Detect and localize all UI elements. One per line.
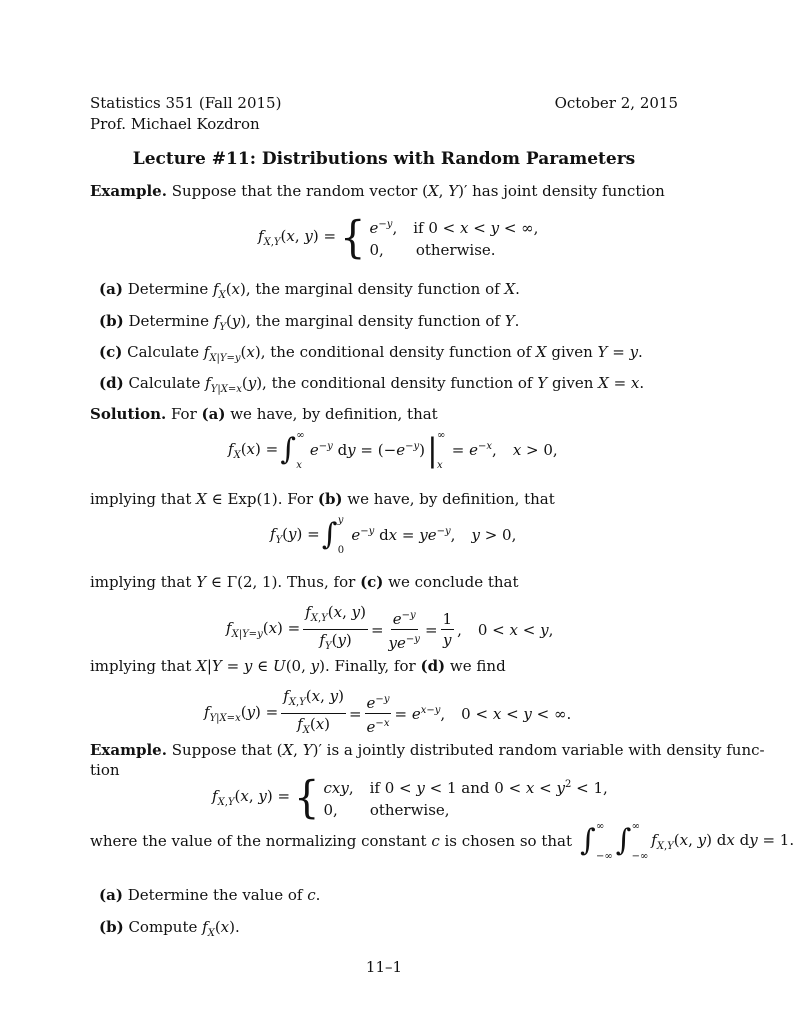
example1-part-b: (b) Determine $f_Y(y)$, the marginal density function of Y. — [99, 312, 520, 333]
course-name: Statistics 351 (Fall 2015) — [90, 94, 282, 112]
joint-density-equation-1: $f_{X,Y}(x$, y) = { $e^{-y}$, if 0 < x < y < ∞, 0, otherwise. — [258, 212, 539, 263]
conditional-y-equation: $f_{Y|X=x}(y)$ = $\frac{f_{X,Y}(x, y)}{f_X(x)}$ = $\frac{e^{-y}}{e^{-x}}$ = $e^{x-y}$, 0 < x < y < ∞. — [204, 687, 572, 736]
example1-part-a: (a) Determine $f_X(x)$, the marginal density function of X. — [99, 280, 520, 301]
lecture-title: Lecture #11: Distributions with Random Parameters — [132, 149, 636, 169]
solution-line-3: implying that Y ∈ Γ(2, 1). Thus, for (c) we conclude that — [90, 573, 519, 591]
example1-part-b-label: (b) — [99, 312, 124, 330]
marginal-x-equation: $f_X(x)$ = ∫ ∞ x $e^{-y}$ dy = $(-e^{-y})$ | ∞ x = $e^{-x}$, x > 0, — [228, 430, 558, 471]
example2-part-a: (a) Determine the value of c. — [99, 886, 321, 904]
page-number: 11–1 — [365, 958, 403, 976]
example2-intro-line-1: Example. Suppose that (X, Y)′ is a jointly distributed random variable with density func- — [90, 741, 765, 759]
example1-label: Example. — [90, 182, 167, 200]
joint-density-equation-2: $f_{X,Y}(x$, y) = { cxy, if 0 < y < 1 and $0 < x < y^2 < 1$, 0, otherwise, — [212, 772, 608, 823]
professor-name: Prof. Michael Kozdron — [90, 115, 260, 133]
example2-part-b: (b) Compute $f_X(x)$. — [99, 918, 240, 939]
normalizing-condition: where the value of the normalizing constant c is chosen so that ∫ ∞ −∞ ∫ ∞ −∞ $f_{X,Y}(x$, y) dx dy = 1. — [90, 821, 794, 862]
example2-part-a-label: (a) — [99, 886, 123, 904]
example1-intro-line: Example. Suppose that the random vector (X, Y)′ has joint density function — [90, 182, 665, 200]
solution-line-2: implying that X ∈ Exp(1). For (b) we have, by definition, that — [90, 490, 555, 508]
lecture-date: October 2, 2015 — [554, 94, 678, 112]
example2-label: Example. — [90, 741, 167, 759]
example1-part-d: (d) Calculate $f_{Y|X=x}(y)$, the conditional density function of Y given X = x. — [99, 374, 645, 395]
example1-part-c: (c) Calculate $f_{X|Y=y}(x)$, the conditional density function of X given Y = y. — [99, 343, 643, 364]
solution-label: Solution. — [90, 405, 167, 423]
example2-intro-line-2: tion — [90, 761, 120, 779]
solution-line-1: Solution. For (a) we have, by definition, that — [90, 405, 438, 423]
example2-part-b-label: (b) — [99, 918, 124, 936]
solution-line-4: implying that X|Y = y ∈ U(0, y). Finally, for (d) we find — [90, 657, 506, 675]
example1-part-a-label: (a) — [99, 280, 123, 298]
conditional-x-equation: $f_{X|Y=y}(x)$ = $\frac{f_{X,Y}(x, y)}{f_Y(y)}$ = $\frac{e^{-y}}{ye^{-y}}$ = $\frac{1}{y}$ , 0 < x < y, — [226, 603, 554, 652]
example1-part-c-label: (c) — [99, 343, 123, 361]
marginal-y-equation: $f_Y(y)$ = ∫ y 0 $e^{-y}$ dx = $ye^{-y}$, y > 0, — [270, 515, 517, 556]
example1-part-d-label: (d) — [99, 374, 124, 392]
